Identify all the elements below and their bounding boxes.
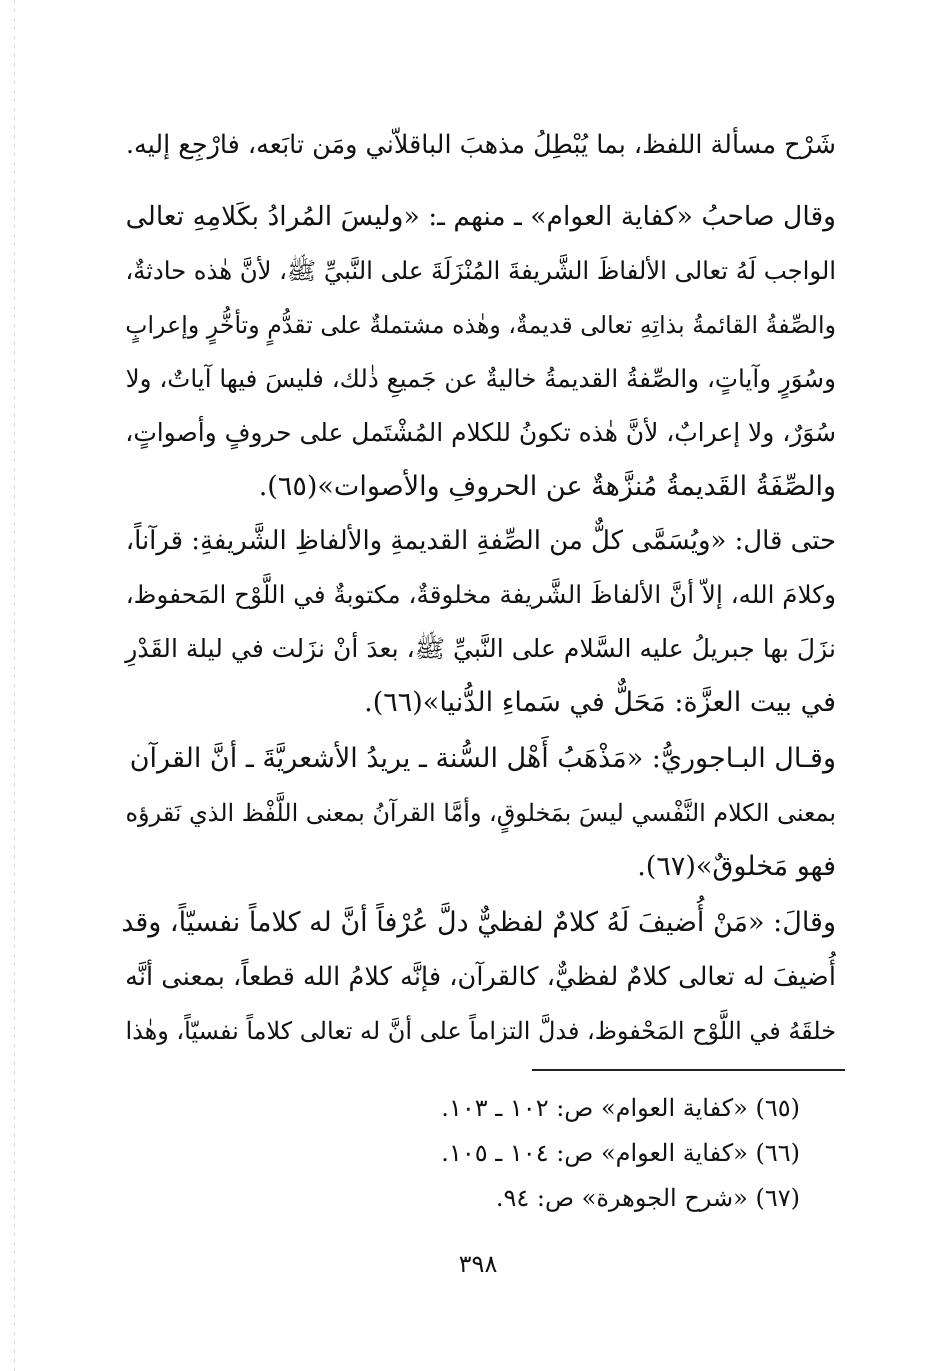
text-line: وقالَ: «مَنْ أُضيفَ لَهُ كلامٌ لفظيٌّ دلَّ عُرْفاً أنَّ له كلاماً نفسيّاً، وقد	[121, 907, 836, 938]
footnote-67: (٦٧) «شرح الجوهرة» ص: ٩٤.	[495, 1184, 800, 1212]
text-line: والصِّفَةُ القَديمةُ مُنزَّهةٌ عن الحروفِ والأصوات»(٦٥).	[258, 471, 836, 502]
text-line: حتى قال: «ويُسَمَّى كلٌّ من الصِّفةِ القديمةِ والألفاظِ الشَّريفةِ: قرآناً،	[125, 526, 836, 556]
text-line: شَرْح مسألة اللفظ، بما يُبْطِلُ مذهبَ الباقلاّني ومَن تابَعه، فارْجِع إليه.	[125, 130, 836, 160]
text-line: وقال صاحبُ «كفاية العوام» ـ منهم ـ: «وليسَ المُرادُ بكَلامِهِ تعالى	[125, 201, 836, 232]
text-line: بمعنى الكلام النَّفْسي ليسَ بمَخلوقٍ، وأمَّا القرآنُ بمعنى اللَّفْظ الذي نَقرؤه	[125, 799, 836, 827]
text-line: وسُوَرٍ وآياتٍ، والصِّفةُ القديمةُ خاليةٌ عن جَميعِ ذٰلك، فليسَ فيها آياتٌ، ولا	[125, 364, 836, 393]
text-line: الواجب لَهُ تعالى الألفاظَ الشَّريفةَ المُنْزَلَةَ على النَّبيِّ ﷺ، لأنَّ هٰذه حادثةٌ،	[125, 256, 836, 285]
footnote-separator	[532, 1069, 845, 1071]
footnotes	[380, 1086, 800, 1221]
text-line: فهو مَخلوقٌ»(٦٧).	[637, 851, 836, 882]
text-line: سُوَرٌ، ولا إعرابٌ، لأنَّ هٰذه تكونُ للكلام المُشْتَمل على حروفٍ وأصواتٍ،	[125, 418, 836, 447]
scan-edge	[14, 0, 15, 1371]
footnote-66: (٦٦) «كفاية العوام» ص: ١٠٤ ـ ١٠٥.	[441, 1139, 800, 1167]
text-line: في بيت العزَّة: مَحَلٌّ في سَماءِ الدُّنيا»(٦٦).	[364, 687, 836, 718]
text-line: وكلامَ الله، إلاّ أنَّ الألفاظَ الشَّريفة مخلوقةٌ، مكتوبةٌ في اللَّوْح المَحفوظ،	[125, 580, 836, 609]
text-line: أُضيفَ له تعالى كلامٌ لفظيٌّ، كالقرآن، فإنَّه كلامُ الله قطعاً، بمعنى أنَّه	[125, 962, 836, 992]
text-line: وقـال البـاجوريُّ: «مَذْهَبُ أَهْل السُّنة ـ يريدُ الأشعريَّةَ ـ أنَّ القرآن	[129, 743, 836, 774]
text-line: نزَلَ بها جبريلُ عليه السَّلام على النَّبيِّ ﷺ، بعدَ أنْ نزَلت في ليلة القَدْرِ	[125, 634, 836, 663]
text-line: والصِّفةُ القائمةُ بذاتِهِ تعالى قديمةٌ، وهٰذه مشتملةٌ على تقدُّمٍ وتأخُّرٍ وإعرابٍ	[125, 311, 836, 339]
text-line: خلقَهُ في اللَّوْح المَحْفوظ، فدلَّ التزاماً على أنَّ له تعالى كلاماً نفسيّاً، وهٰذا	[125, 1017, 836, 1045]
footnote-65: (٦٥) «كفاية العوام» ص: ١٠٢ ـ ١٠٣.	[441, 1094, 800, 1122]
page-number: ٣٩٨	[458, 1250, 498, 1278]
